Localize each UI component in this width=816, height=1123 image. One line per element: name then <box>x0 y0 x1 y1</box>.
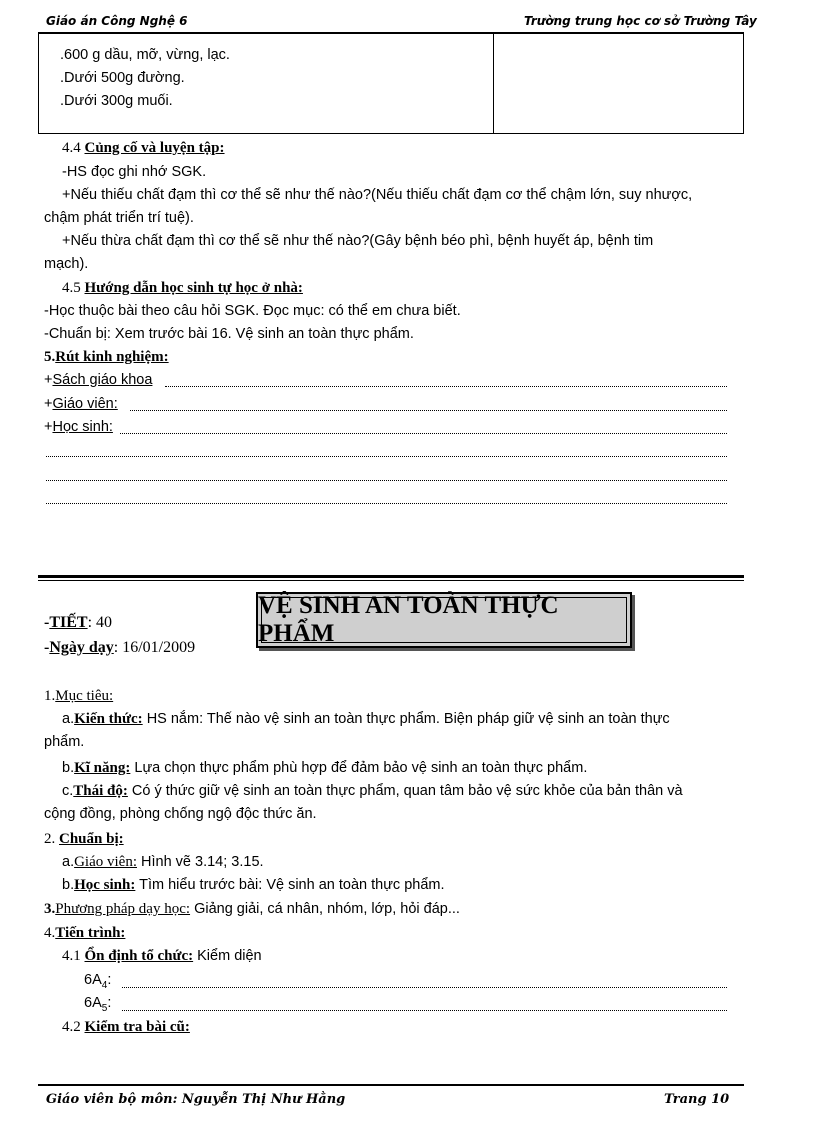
lesson-title: VỆ SINH AN TOÀN THỰC PHẨM <box>258 592 559 647</box>
s2-b: b.Học sinh: Tìm hiểu trước bài: Vệ sinh an toàn thực phẩm. <box>62 877 445 893</box>
rkn-gv: +Giáo viên: <box>44 396 118 412</box>
section-4-5-heading: 4.5 Hướng dẫn học sinh tự học ở nhà: <box>62 280 303 296</box>
class-6a4: $6A_4$: <box>84 972 112 991</box>
footer-right: Trang 10 <box>664 1092 730 1107</box>
header-rule <box>38 32 744 34</box>
table-line: .Dưới 500g đường. <box>60 70 185 86</box>
s44-line-1: -HS đọc ghi nhớ SGK. <box>62 164 207 180</box>
rkn-hs: +Học sinh: <box>44 419 113 435</box>
section-2-heading: 2. Chuẩn bị: <box>44 831 124 847</box>
s45-line-1: -Học thuộc bài theo câu hỏi SGK. Đọc mục: có thể em chưa biết. <box>44 303 461 319</box>
table-line: .Dưới 300g muối. <box>60 93 173 109</box>
table-border-left <box>38 34 39 134</box>
s1-c: c.Thái độ: Có ý thức giữ vệ sinh an toàn thực phẩm, quan tâm bảo vệ sức khỏe của bản thân và <box>62 783 683 799</box>
s1-b: b.Kĩ năng: Lựa chọn thực phẩm phù hợp để đảm bảo vệ sinh an toàn thực phẩm. <box>62 760 588 776</box>
dotted-line <box>46 480 727 481</box>
ngay-day-line: -Ngày dạy: 16/01/2009 <box>44 639 196 656</box>
section-5-heading: 5.Rút kinh nghiệm: <box>44 349 169 365</box>
lesson-title-box <box>256 592 632 648</box>
section-4-2-heading: 4.2 Kiểm tra bài cũ: <box>62 1019 190 1035</box>
s44-line-2a: +Nếu thiếu chất đạm thì cơ thể sẽ như thế nào?(Nếu thiếu chất đạm cơ thể chậm lớn, suy nhược, <box>62 187 693 203</box>
dotted-line <box>46 456 727 457</box>
s2-a: a.Giáo viên: Hình vẽ 3.14; 3.15. <box>62 854 264 870</box>
dotted-line <box>46 503 727 504</box>
header-left: Giáo án Công Nghệ 6 <box>46 14 188 28</box>
section-4-4-heading: 4.4 Củng cố và luyện tập: <box>62 140 225 156</box>
footer-rule <box>38 1084 744 1086</box>
s1-a-cont: phẩm. <box>44 734 85 750</box>
table-border-right <box>743 34 744 134</box>
section-divider-thin <box>38 580 744 581</box>
footer-left: Giáo viên bộ môn: Nguyễn Thị Như Hằng <box>46 1092 346 1107</box>
dotted-line <box>120 433 727 434</box>
s1-a: a.Kiến thức: HS nắm: Thế nào vệ sinh an toàn thực phẩm. Biện pháp giữ vệ sinh an toàn thực <box>62 711 670 727</box>
dotted-line <box>165 386 727 387</box>
class-6a5: $6A_5$: <box>84 995 112 1014</box>
s44-line-3a: +Nếu thừa chất đạm thì cơ thể sẽ như thế nào?(Gây bệnh béo phì, bệnh huyết áp, bệnh tim <box>62 233 654 249</box>
dotted-line <box>122 1010 727 1011</box>
table-border-bottom <box>38 133 744 134</box>
table-border-mid <box>493 34 494 134</box>
section-1-heading: 1.Mục tiêu: <box>44 688 114 704</box>
dotted-line <box>122 987 727 988</box>
header-right: Trường trung học cơ sở Trường Tây <box>524 14 757 28</box>
table-line: .600 g dầu, mỡ, vừng, lạc. <box>60 47 230 63</box>
s1-c-cont: cộng đồng, phòng chống ngộ độc thức ăn. <box>44 806 317 822</box>
s44-line-2b: chậm phát triển trí tuệ). <box>44 210 194 226</box>
s45-line-2: -Chuẩn bị: Xem trước bài 16. Vệ sinh an toàn thực phẩm. <box>44 326 414 342</box>
section-3-heading: 3.Phương pháp dạy học: Giảng giải, cá nhân, nhóm, lớp, hỏi đáp... <box>44 901 460 917</box>
section-divider-thick <box>38 575 744 578</box>
section-4-heading: 4.Tiến trình: <box>44 925 126 941</box>
s44-line-3b: mạch). <box>44 256 89 272</box>
section-4-1-heading: 4.1 Ổn định tổ chức: Kiểm diện <box>62 948 262 964</box>
rkn-sgk: +Sách giáo khoa <box>44 372 153 388</box>
tiet-line: -TIẾT: 40 <box>44 614 113 631</box>
dotted-line <box>130 410 727 411</box>
